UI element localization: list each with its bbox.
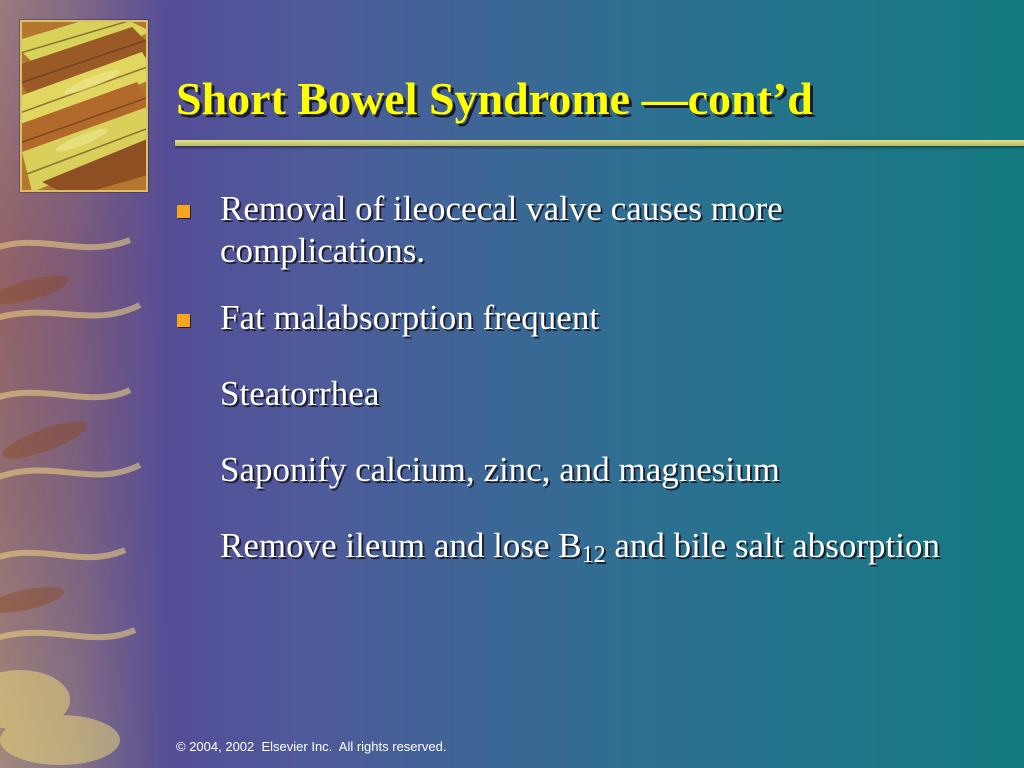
title-divider (175, 140, 1024, 146)
bullet-text: Fat malabsorption frequent (220, 298, 600, 337)
slide-title: Short Bowel Syndrome —cont’d (176, 73, 813, 124)
bullet-list (172, 188, 972, 567)
square-bullet-icon (177, 314, 190, 327)
leaf-photo-frame (20, 20, 148, 192)
sub-item (172, 373, 972, 415)
bullet-item (172, 297, 972, 339)
square-bullet-icon (177, 205, 190, 218)
sub-item (172, 525, 972, 567)
sub-item-text-before: Remove ileum and lose B (220, 526, 582, 565)
sub-item (172, 449, 972, 491)
sub-item-text: Saponify calcium, zinc, and magnesium (220, 450, 780, 489)
leaf-texture-image (0, 0, 170, 768)
sub-item-text-after: and bile salt absorption (605, 526, 940, 565)
sub-item-text: Steatorrhea (220, 374, 380, 413)
bullet-item (172, 188, 972, 272)
subscript-text: 12 (581, 542, 606, 568)
bullet-text: Removal of ileocecal valve causes more complications. (220, 189, 783, 270)
copyright-footer: © 2004, 2002 Elsevier Inc. All rights reserved. (176, 739, 447, 754)
